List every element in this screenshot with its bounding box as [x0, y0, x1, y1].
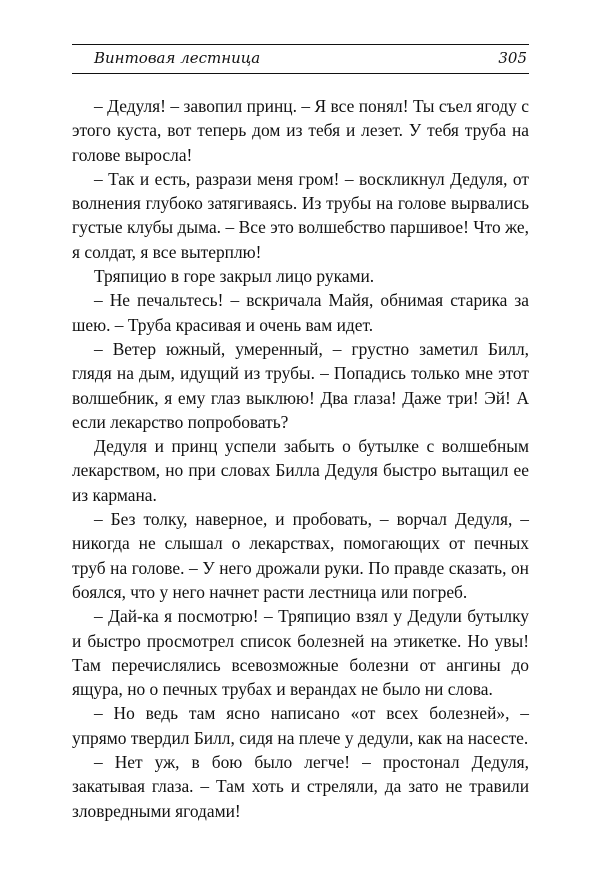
- paragraph: – Дай-ка я посмотрю! – Тряпицио взял у Дедули бутылку и быстро просмотрел список болезней на этикетке. Но увы! Там перечислялись всевозможные болезни от ангины до ящура, но о печных трубах и верандах не было ни слова.: [72, 606, 529, 700]
- paragraph: – Не печальтесь! – вскричала Майя, обнимая старика за шею. – Труба красивая и очень вам идет.: [72, 290, 529, 335]
- paragraph: – Нет уж, в бою было легче! – простонал Дедуля, закатывая глаза. – Там хоть и стреляли, да зато не травили зловредными ягодами!: [72, 752, 529, 821]
- page-number: 305: [498, 49, 527, 67]
- paragraph: – Без толку, наверное, и пробовать, – ворчал Дедуля, – никогда не слышал о лекарствах, помогающих от печных труб на голове. – У него дрожали руки. По правде сказать, он боялся, что у него начнет расти лестница или погреб.: [72, 509, 529, 602]
- paragraph: – Так и есть, разрази меня гром! – воскликнул Дедуля, от волнения глубоко затягиваясь. Из трубы на голове вырвались густые клубы дыма. – Все это волшебство паршивое! Что же, я солдат, я все вытерплю!: [72, 168, 529, 262]
- running-header: [72, 44, 529, 74]
- paragraph: Дедуля и принц успели забыть о бутылке с волшебным лекарством, но при словах Билла Дедуля быстро вытащил ее из кармана.: [72, 436, 529, 505]
- body-text: [72, 94, 529, 823]
- running-title: Винтовая лестница: [94, 49, 261, 67]
- paragraph: – Но ведь там ясно написано «от всех болезней», – упрямо твердил Билл, сидя на плече у дедули, как на насесте.: [72, 703, 529, 748]
- paragraph: – Ветер южный, умеренный, – грустно заметил Билл, глядя на дым, идущий из трубы. – Попадись только мне этот волшебник, я ему глаз выклюю! Два глаза! Даже три! Эй! А если лекарство попробовать?: [72, 338, 529, 432]
- paragraph: Тряпицио в горе закрыл лицо руками.: [94, 266, 375, 287]
- paragraph: – Дедуля! – завопил принц. – Я все понял! Ты съел ягоду с этого куста, вот теперь дом из тебя и лезет. У тебя труба на голове выросла!: [72, 96, 529, 165]
